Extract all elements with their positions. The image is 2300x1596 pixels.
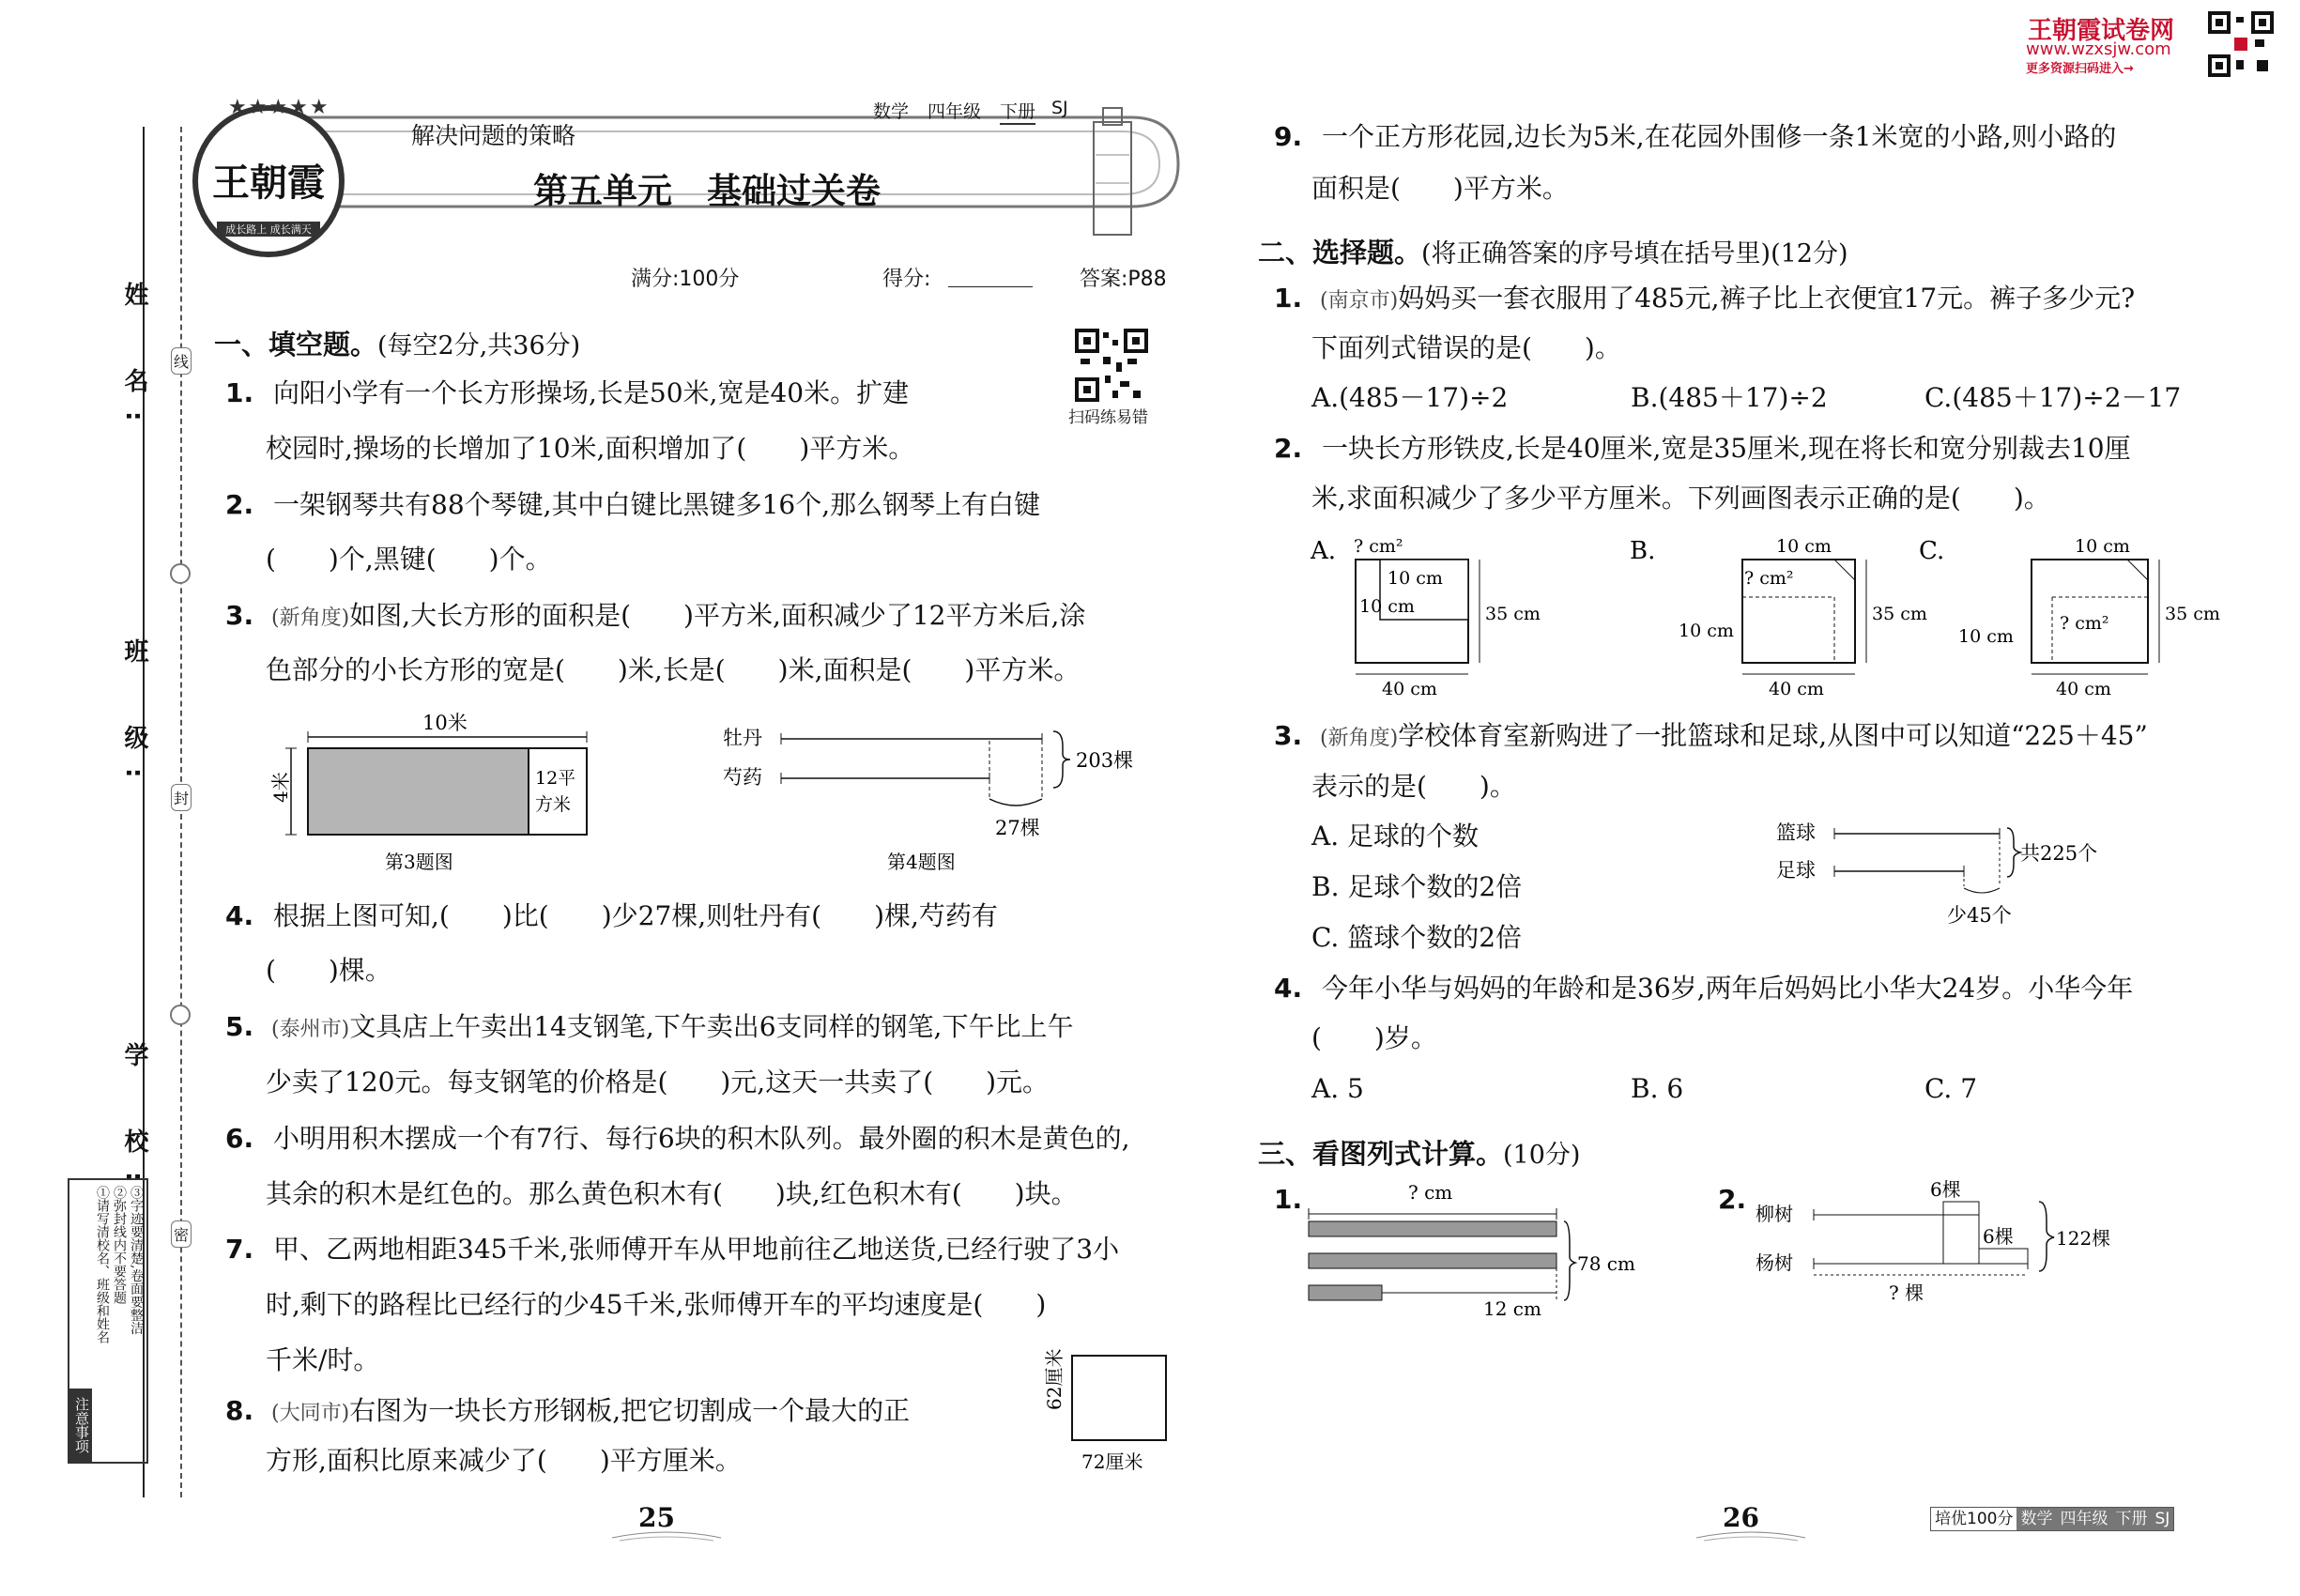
question-8-line2[interactable]: 方形,面积比原来减少了( )平方厘米。	[266, 1445, 742, 1476]
choice-question-3	[1274, 721, 2148, 754]
notice-title: 注意事项	[69, 1389, 92, 1462]
question-3	[225, 601, 1085, 634]
figure-4	[713, 709, 1155, 878]
choice-option[interactable]: B. 足球个数的2倍	[1311, 871, 1523, 902]
qr-code-icon[interactable]	[1075, 329, 1148, 402]
fig-label-football: 足球	[1776, 859, 1816, 882]
calc-figure-1	[1305, 1178, 1635, 1320]
option-a-length-label: 40 cm	[1382, 679, 1437, 699]
page-ornament-icon	[610, 1528, 723, 1543]
figure-8	[1033, 1348, 1173, 1483]
question-text: 根据上图可知,( )比( )少27棵,则牡丹有( )棵,芍药有	[273, 900, 998, 931]
fig-label-basketball: 篮球	[1776, 821, 1816, 844]
full-score: 满分:100分	[631, 268, 740, 291]
notice-item: ①请写清校名、班级和姓名	[95, 1186, 110, 1343]
question-tag: (新角度)	[271, 606, 350, 630]
question-9	[1274, 122, 2116, 152]
site-name: 王朝霞试卷网	[2028, 17, 2175, 45]
topic-label: 解决问题的策略	[411, 122, 576, 149]
score-label: 得分:	[882, 268, 931, 291]
question-5	[225, 1012, 1073, 1045]
footer-series: 培优100分	[1931, 1508, 2016, 1530]
question-text: 学校体育室新购进了一批篮球和足球,从图中可以知道“225＋45”	[1398, 720, 2148, 751]
question-text: 如图,大长方形的面积是( )平方米,面积减少了12平方米后,涂	[349, 600, 1086, 631]
qr-caption: 扫码练易错	[1068, 408, 1148, 427]
question-number: 2.	[1274, 433, 1303, 464]
section1-heading	[214, 324, 580, 362]
calc2-d2-label: 6棵	[1983, 1225, 2014, 1248]
choice-2-diagrams	[1305, 526, 2244, 714]
brand-logo	[192, 96, 345, 257]
choice-option[interactable]: B. 6	[1631, 1073, 1684, 1104]
site-note: 更多资源扫码进入→	[2026, 62, 2134, 76]
choice-option[interactable]: C. 篮球个数的2倍	[1311, 922, 1523, 953]
question-number: 8.	[225, 1395, 254, 1426]
calc2-d1-label: 6棵	[1930, 1178, 1961, 1201]
question-4	[225, 901, 998, 931]
fig8-side-label: 62厘米	[1043, 1348, 1066, 1410]
question-6-line2[interactable]: 其余的积木是红色的。那么黄色积木有( )块,红色积木有( )块。	[266, 1178, 1078, 1209]
question-text: 文具店上午卖出14支钢笔,下午卖出6支同样的钢笔,下午比上午	[349, 1011, 1074, 1042]
edition-tag: SJ	[1051, 98, 1068, 118]
option-c-area-label: ? cm²	[2060, 613, 2109, 634]
site-url: www.wzxsjw.com	[2026, 39, 2171, 59]
section2-heading	[1258, 232, 1848, 270]
option-b-ten-label: 10 cm	[1679, 621, 1734, 641]
logo-text: 王朝霞	[212, 161, 325, 205]
fig3-top-label: 10米	[422, 712, 468, 734]
choice-option[interactable]: B.(485＋17)÷2	[1631, 382, 1828, 413]
notice-box	[68, 1178, 148, 1464]
logo-motto: 成长路上 成长满天	[217, 222, 320, 237]
answer-ref: 答案:P88	[1080, 268, 1167, 291]
footer-series-badge	[1930, 1507, 2174, 1531]
seal-mark-secret: 密	[171, 1220, 192, 1248]
question-number: 6.	[225, 1123, 254, 1154]
calc2-label-poplar: 杨树	[1756, 1251, 1793, 1274]
option-a-area-label: ? cm²	[1354, 536, 1403, 557]
question-7	[225, 1235, 1119, 1265]
choice-question-1	[1274, 284, 2135, 316]
grade-tag: 四年级	[928, 101, 982, 122]
footer-volume: 下册	[2111, 1508, 2151, 1530]
question-number: 1.	[1274, 283, 1303, 314]
fig4-diff-label: 27棵	[995, 817, 1040, 839]
question-2-line2[interactable]: ( )个,黑键( )个。	[266, 544, 552, 575]
question-text: 右图为一块长方形钢板,把它切割成一个最大的正	[349, 1395, 911, 1426]
section2-title: 二、选择题。	[1258, 237, 1422, 269]
question-number: 4.	[225, 900, 254, 931]
question-number: 9.	[1274, 121, 1303, 152]
page-number-right: 26	[1723, 1502, 1759, 1533]
fig3-caption: 第3题图	[385, 851, 453, 873]
question-text: 甲、乙两地相距345千米,张师傅开车从甲地前往乙地送货,已经行驶了3小	[273, 1234, 1120, 1265]
fig-total-label: 共225个	[2020, 842, 2098, 865]
choice-3-figure	[1765, 807, 2122, 929]
choice-option[interactable]: A. 5	[1311, 1073, 1364, 1104]
question-number: 4.	[1274, 973, 1303, 1004]
option-a-label: A.	[1311, 537, 1337, 565]
calc2-total-label: 122棵	[2056, 1227, 2111, 1250]
question-text: 小明用积木摆成一个有7行、每行6块的积木队列。最外圈的积木是黄色的,	[273, 1123, 1130, 1154]
choice-question-3-line2[interactable]: 表示的是( )。	[1311, 771, 1516, 802]
section3-note: (10分)	[1503, 1141, 1581, 1170]
class-label: 班 级:	[120, 638, 148, 797]
option-b-area-label: ? cm²	[1744, 568, 1794, 589]
question-number: 1.	[225, 377, 254, 408]
choice-option[interactable]: C.(485＋17)÷2－17	[1924, 382, 2182, 413]
fig3-inner-label-2: 方米	[535, 794, 572, 815]
page-title: 第五单元 基础过关卷	[533, 171, 881, 211]
question-text: 妈妈买一套衣服用了485元,裤子比上衣便宜17元。裤子多少元?	[1398, 283, 2136, 314]
fig4-total-label: 203棵	[1076, 749, 1134, 772]
fig8-bottom-label: 72厘米	[1081, 1450, 1143, 1473]
page-number-left: 25	[638, 1502, 675, 1533]
option-b-width-label: 35 cm	[1872, 604, 1927, 624]
question-text: 一个正方形花园,边长为5米,在花园外围修一条1米宽的小路,则小路的	[1322, 121, 2117, 152]
question-7-line3: 千米/时。	[266, 1344, 380, 1375]
question-number: 2.	[1718, 1184, 1747, 1215]
question-4-line2[interactable]: ( )棵。	[266, 955, 391, 986]
name-blank[interactable]	[143, 127, 145, 286]
question-text: 今年小华与妈妈的年龄和是36岁,两年后妈妈比小华大24岁。小华今年	[1322, 973, 2134, 1004]
notice-item: ②弥封线内不要答题	[112, 1186, 127, 1304]
choice-question-4-line2[interactable]: ( )岁。	[1311, 1022, 1437, 1053]
school-label: 学 校:	[120, 1042, 148, 1201]
calc1-total-label: 78 cm	[1577, 1252, 1635, 1275]
binding-dashed-line	[180, 127, 182, 1497]
notice-item: ③字迹要清楚,卷面要整洁	[129, 1186, 144, 1335]
question-8	[225, 1396, 910, 1429]
binding-hole-icon	[170, 1005, 191, 1025]
question-6	[225, 1124, 1130, 1154]
question-tag: (大同市)	[271, 1402, 350, 1425]
choice-option[interactable]: C. 7	[1924, 1073, 1978, 1104]
seal-mark-seal: 封	[171, 784, 192, 811]
fig4-caption: 第4题图	[887, 851, 956, 873]
score-blank[interactable]	[948, 286, 1033, 287]
question-number: 2.	[225, 489, 254, 520]
section2-note: (将正确答案的序号填在括号里)(12分)	[1421, 239, 1848, 269]
question-number: 5.	[225, 1011, 254, 1042]
footer-edition: SJ	[2151, 1508, 2173, 1530]
volume-tag: 下册	[1000, 98, 1035, 125]
fig3-side-label: 4米	[269, 772, 292, 803]
option-c-ten-label: 10 cm	[2075, 536, 2130, 557]
option-b-label: B.	[1630, 537, 1656, 565]
choice-option[interactable]: A.(485－17)÷2	[1311, 382, 1509, 413]
question-1	[225, 378, 909, 408]
option-a-ten-label: 10 cm	[1388, 568, 1443, 589]
subject-tag: 数学	[873, 101, 910, 122]
page-ornament-icon	[1694, 1528, 1807, 1543]
question-number: 3.	[225, 600, 254, 631]
section1-note: (每空2分,共36分)	[377, 331, 581, 361]
question-number: 3.	[1274, 720, 1303, 751]
question-tag: (新角度)	[1320, 727, 1399, 750]
question-number: 7.	[225, 1234, 254, 1265]
choice-question-1-line2[interactable]: 下面列式错误的是( )。	[1311, 332, 1621, 363]
question-9-line2[interactable]: 面积是( )平方米。	[1311, 173, 1569, 204]
choice-option[interactable]: A. 足球的个数	[1311, 821, 1480, 852]
calc1-diff-label: 12 cm	[1483, 1297, 1541, 1320]
question-tag: (南京市)	[1320, 289, 1399, 313]
star-icon: ★★★★★	[228, 96, 330, 119]
question-7-line2[interactable]: 时,剩下的路程比已经行的少45千米,张师傅开车的平均速度是( )	[266, 1289, 1047, 1320]
question-5-line2[interactable]: 少卖了120元。每支钢笔的价格是( )元,这天一共卖了( )元。	[266, 1067, 1050, 1097]
section3-title: 三、看图列式计算。	[1258, 1138, 1504, 1170]
fig4-label-b: 芍药	[723, 766, 762, 789]
name-label: 姓 名:	[120, 282, 148, 440]
question-3-line2[interactable]: 色部分的小长方形的宽是( )米,长是( )米,面积是( )平方米。	[266, 654, 1081, 685]
option-c-ten-label: 10 cm	[1958, 626, 2014, 647]
calc2-question-label: ? 棵	[1889, 1281, 1924, 1304]
binding-hole-icon	[170, 563, 191, 584]
option-c-length-label: 40 cm	[2056, 679, 2111, 699]
section3-heading	[1258, 1133, 1580, 1172]
choice-question-4	[1274, 974, 2133, 1004]
question-1-line2[interactable]: 校园时,操场的长增加了10米,面积增加了( )平方米。	[266, 433, 915, 464]
seal-mark-line: 线	[171, 347, 192, 375]
question-2	[225, 490, 1040, 520]
question-text: 向阳小学有一个长方形操场,长是50米,宽是40米。扩建	[273, 377, 910, 408]
option-a-ten-label: 10 cm	[1359, 596, 1415, 617]
calc1-top-label: ? cm	[1408, 1181, 1453, 1204]
footer-subject: 数学	[2016, 1508, 2056, 1530]
option-b-length-label: 40 cm	[1769, 679, 1824, 699]
footer-grade: 四年级	[2056, 1508, 2111, 1530]
option-c-label: C.	[1919, 537, 1945, 565]
site-qr-icon[interactable]	[2208, 11, 2274, 77]
fig4-label-a: 牡丹	[723, 727, 762, 749]
option-b-ten-label: 10 cm	[1776, 536, 1832, 557]
fig-diff-label: 少45个	[1947, 904, 2012, 927]
option-c-width-label: 35 cm	[2165, 604, 2220, 624]
question-text: 一架钢琴共有88个琴键,其中白键比黑键多16个,那么钢琴上有白键	[273, 489, 1041, 520]
fig3-inner-label-1: 12平	[535, 768, 576, 789]
question-tag: (泰州市)	[271, 1018, 350, 1041]
calc2-label-willow: 柳树	[1756, 1203, 1793, 1225]
question-number: 1.	[1274, 1184, 1303, 1215]
choice-question-2	[1274, 434, 2131, 464]
figure-3	[263, 709, 601, 878]
calc-figure-2	[1746, 1174, 2159, 1333]
section1-title: 一、填空题。	[214, 329, 378, 361]
choice-question-2-line2[interactable]: 米,求面积减少了多少平方厘米。下列画图表示正确的是( )。	[1311, 483, 2050, 514]
question-text: 一块长方形铁皮,长是40厘米,宽是35厘米,现在将长和宽分别裁去10厘	[1322, 433, 2131, 464]
option-a-width-label: 35 cm	[1485, 604, 1541, 624]
